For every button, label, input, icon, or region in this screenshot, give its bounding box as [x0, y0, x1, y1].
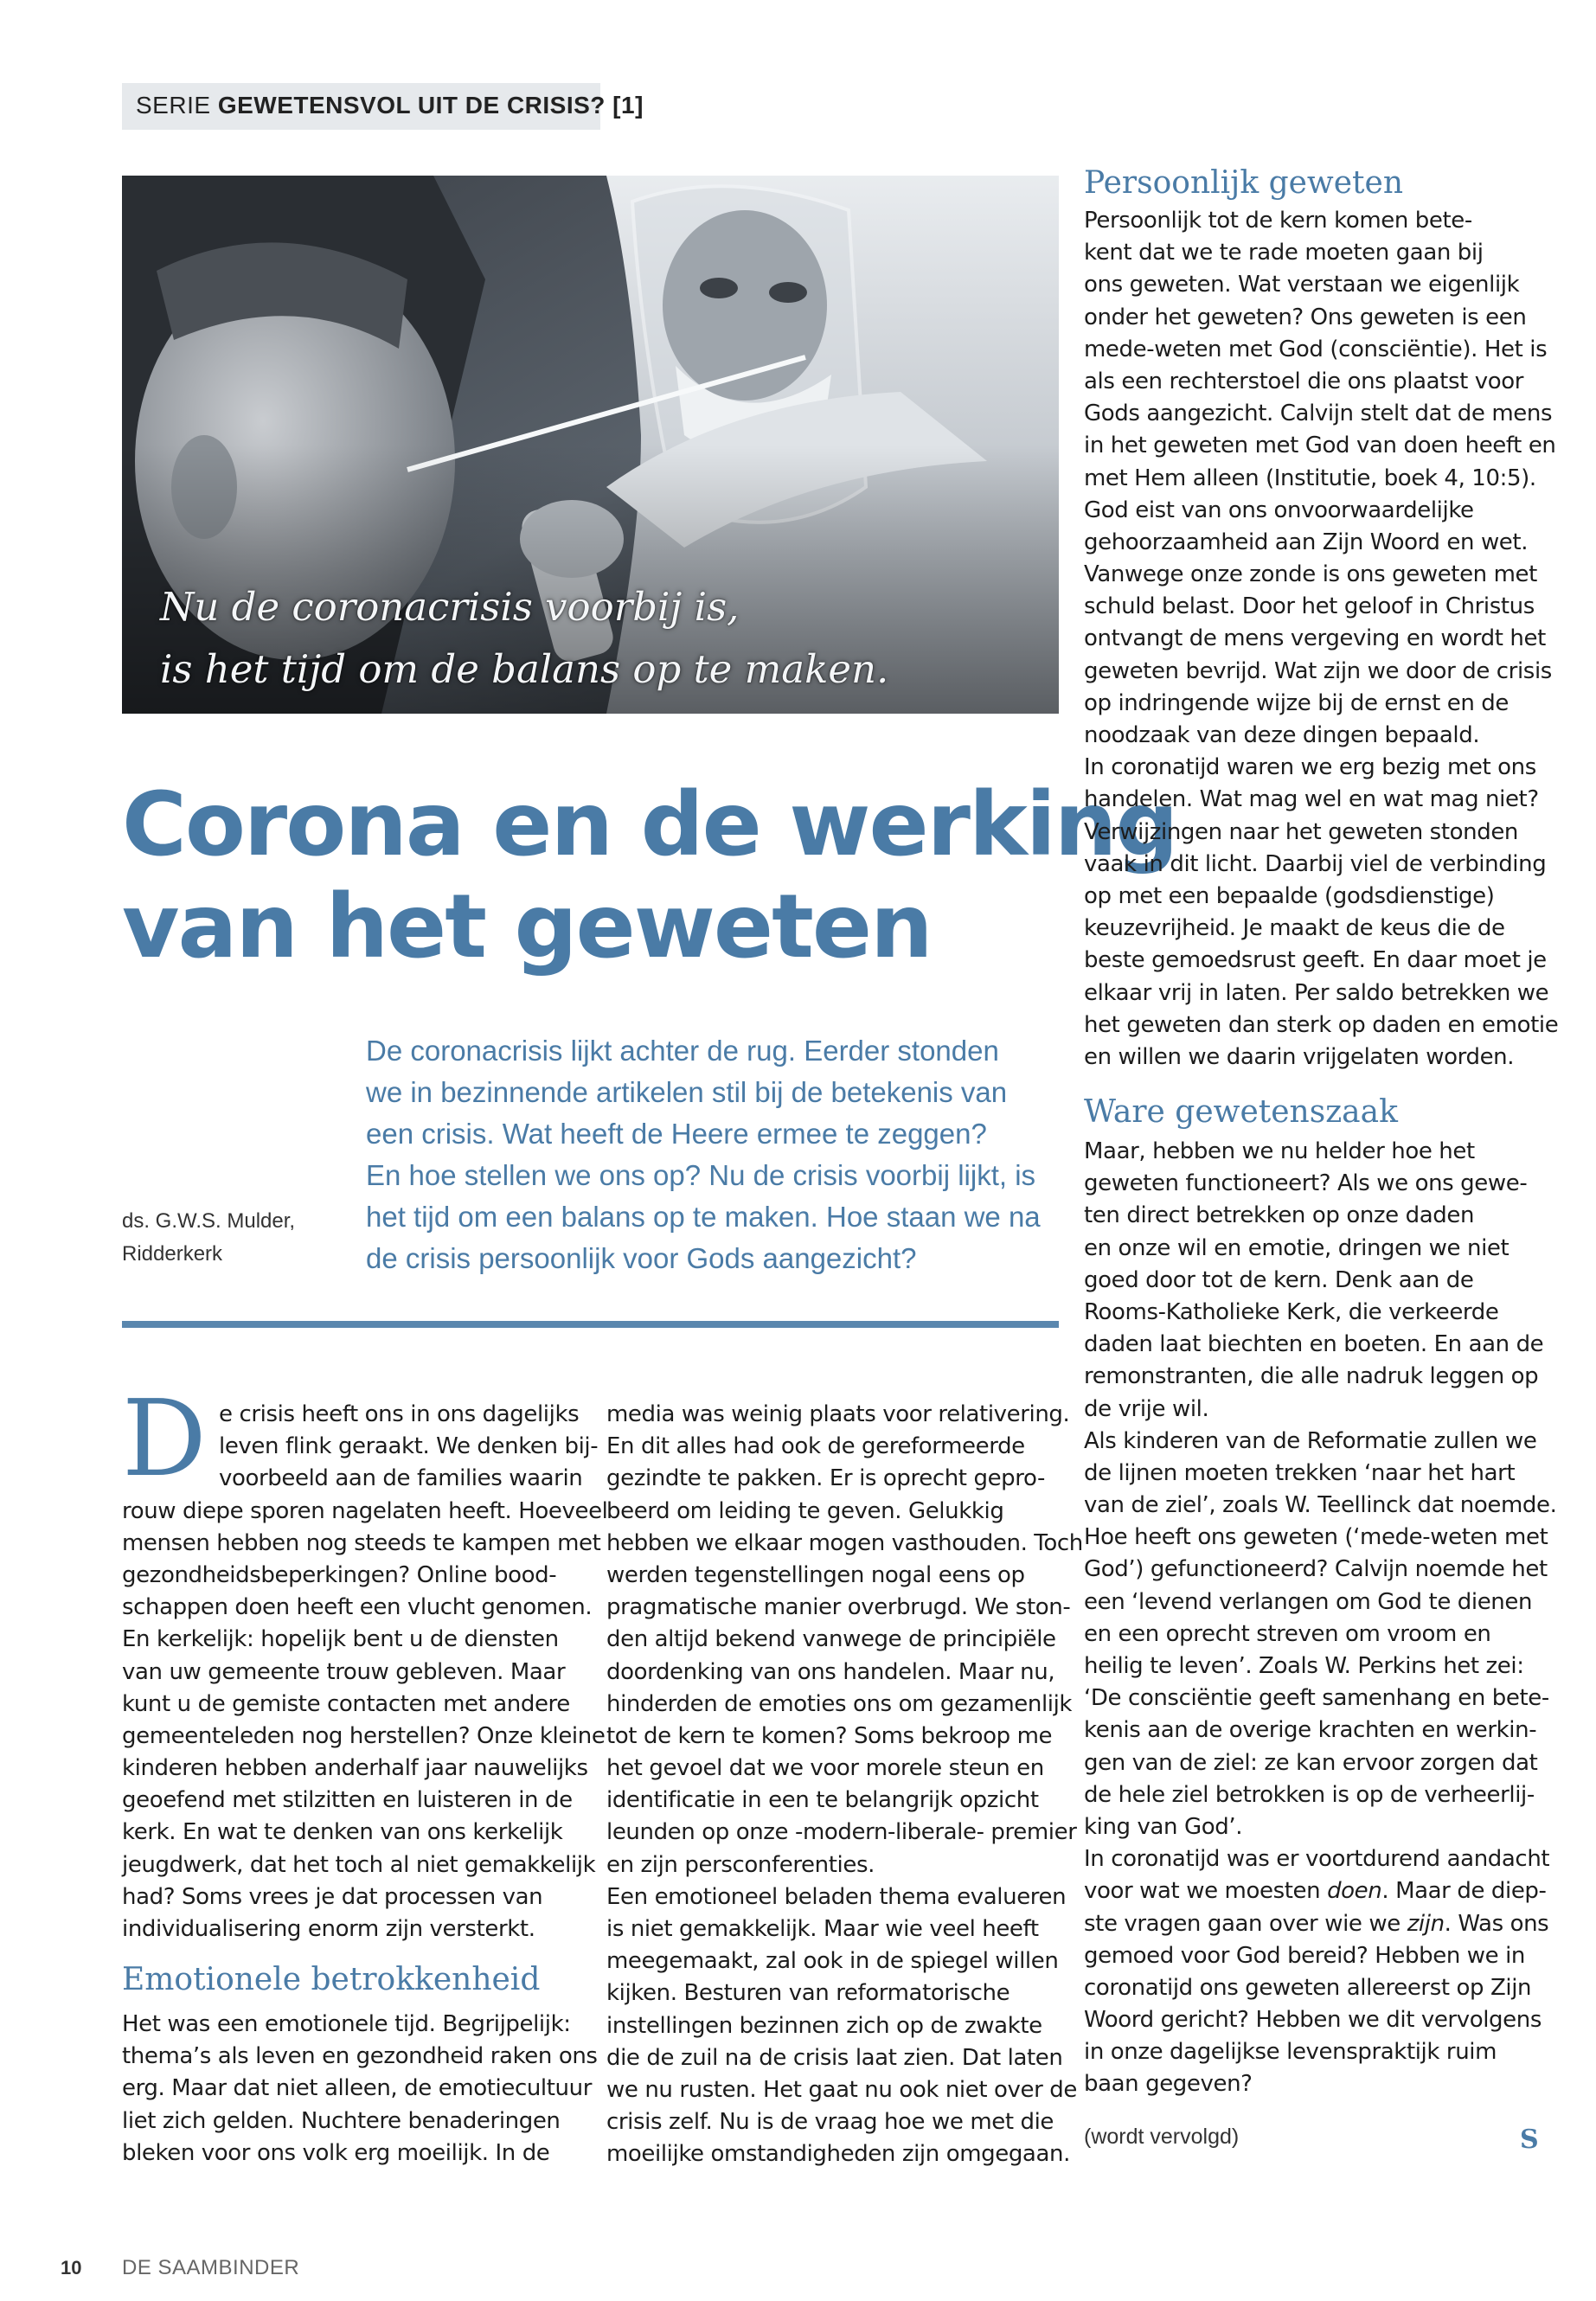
body-line: e crisis heeft ons in ons dagelijks: [219, 1401, 580, 1427]
body-line: gezondheidsbeperkingen? Online bood-: [122, 1561, 557, 1588]
body-line: Verwijzingen naar het geweten stonden: [1084, 818, 1518, 845]
body-line: tot de kern te komen? Soms bekroop me: [606, 1722, 1053, 1749]
body-line: Als kinderen van de Reformatie zullen we: [1084, 1427, 1537, 1454]
body-line: had? Soms vrees je dat processen van: [122, 1883, 543, 1910]
divider-rule: [122, 1321, 1059, 1328]
body-line: Persoonlijk tot de kern komen bete-: [1084, 208, 1472, 234]
body-line: kunt u de gemiste contacten met andere: [122, 1690, 570, 1717]
body-line: jeugdwerk, dat het toch al niet gemakkelijk: [122, 1851, 596, 1878]
body-line: keuzevrijheid. Je maakt de keus die de: [1084, 915, 1505, 942]
body-line: hebben we elkaar mogen vasthouden. Toch: [606, 1529, 1083, 1556]
body-line: In coronatijd waren we erg bezig met ons: [1084, 754, 1536, 781]
body-line: meegemaakt, zal ook in de spiegel willen: [606, 1948, 1059, 1975]
headline-line: van het geweten: [122, 875, 932, 978]
end-mark-icon: S: [1520, 2125, 1539, 2155]
caption-line: is het tijd om de balans op te maken.: [160, 646, 889, 692]
body-line: een ‘levend verlangen om God te dienen: [1084, 1588, 1533, 1615]
body-line: vaak in dit licht. Daarbij viel de verbinding: [1084, 850, 1547, 877]
body-line: handelen. Wat mag wel en wat mag niet?: [1084, 786, 1539, 813]
body-line: ste vragen gaan over wie we zijn. Was ons: [1084, 1910, 1549, 1937]
series-tag: [122, 83, 644, 130]
column-3-part-1: [1084, 205, 1568, 1074]
body-line: liet zich gelden. Nuchtere benaderingen: [122, 2107, 561, 2134]
column-2: [606, 1399, 1083, 2171]
body-line: mede-weten met God (consciëntie). Het is: [1084, 336, 1548, 362]
body-line: als een rechterstoel die ons plaatst voor: [1084, 368, 1524, 394]
article-lead: [366, 1030, 1067, 1279]
body-line: op indringende wijze bij de ernst en de: [1084, 689, 1509, 716]
body-line: de lijnen moeten trekken ‘naar het hart: [1084, 1459, 1516, 1486]
body-line: hinderden de emoties ons om gezamenlijk: [606, 1690, 1073, 1717]
body-line: in het geweten met God van doen heeft en: [1084, 433, 1556, 459]
body-line: met Hem alleen (Institutie, boek 4, 10:5).: [1084, 465, 1536, 491]
series-name: GEWETENSVOL UIT DE CRISIS? [1]: [217, 92, 644, 119]
body-line: ten direct betrekken op onze daden: [1084, 1202, 1475, 1229]
headline-line: Corona en de werking: [122, 773, 1177, 876]
body-line: En kerkelijk: hopelijk bent u de diensten: [122, 1626, 559, 1653]
body-line: voorbeeld aan de families waarin: [219, 1465, 583, 1492]
body-line: geweten functioneert? Als we ons gewe-: [1084, 1170, 1528, 1197]
body-line: Gods aangezicht. Calvijn stelt dat de mens: [1084, 401, 1553, 427]
body-line: individualisering enorm zijn versterkt.: [122, 1916, 535, 1942]
body-line: identificatie in een te belangrijk opzicht: [606, 1787, 1039, 1814]
body-line: erg. Maar dat niet alleen, de emotiecultuur: [122, 2075, 592, 2102]
body-line: God eist van ons onvoorwaardelijke: [1084, 497, 1474, 523]
caption-line: Nu de coronacrisis voorbij is,: [160, 584, 740, 630]
body-line: baan gegeven?: [1084, 2071, 1253, 2098]
lead-line: De coronacrisis lijkt achter de rug. Eerder stonden: [366, 1035, 999, 1067]
body-line: schappen doen heeft een vlucht genomen.: [122, 1594, 593, 1621]
body-line: Woord gericht? Hebben we dit vervolgens: [1084, 2007, 1542, 2034]
series-prefix: SERIE: [136, 92, 211, 119]
body-line: king van God’.: [1084, 1813, 1243, 1840]
body-line: van uw gemeente trouw gebleven. Maar: [122, 1658, 566, 1685]
body-line: kijken. Besturen van reformatorische: [606, 1980, 1010, 2007]
body-line: onder het geweten? Ons geweten is een: [1084, 304, 1527, 330]
photo-caption: [160, 576, 1025, 701]
body-line: het gevoel dat we voor morele steun en: [606, 1755, 1044, 1782]
subheading-emotionele-betrokkenheid: Emotionele betrokkenheid: [122, 1962, 541, 1997]
body-line: media was weinig plaats voor relativering.: [606, 1401, 1070, 1427]
body-line: daden laat biechten en boeten. En aan de: [1084, 1331, 1544, 1358]
drop-cap: D: [122, 1377, 207, 1500]
body-line: is niet gemakkelijk. Maar wie veel heeft: [606, 1916, 1039, 1942]
body-line: beerd om leiding te geven. Gelukkig: [606, 1497, 1004, 1524]
body-line: kenis aan de overige krachten en werkin-: [1084, 1717, 1537, 1744]
lead-line: we in bezinnende artikelen stil bij de betekenis van: [366, 1076, 1008, 1108]
body-line: kerk. En wat te denken van ons kerkelijk: [122, 1819, 563, 1846]
body-line: Vanwege onze zonde is ons geweten met: [1084, 561, 1537, 588]
author-name: ds. G.W.S. Mulder,: [122, 1209, 296, 1233]
body-line: goed door tot de kern. Denk aan de: [1084, 1266, 1474, 1293]
body-line: we nu rusten. Het gaat nu ook niet over de: [606, 2076, 1077, 2103]
body-line: elkaar vrij in laten. Per saldo betrekken we: [1084, 979, 1549, 1006]
body-line: rouw diepe sporen nagelaten heeft. Hoeveel: [122, 1497, 608, 1524]
body-line: schuld belast. Door het geloof in Christus: [1084, 593, 1535, 620]
body-line: bleken voor ons volk erg moeilijk. In de: [122, 2139, 550, 2166]
body-line: thema’s als leven en gezondheid raken ons: [122, 2043, 598, 2070]
body-line: en zijn persconferenties.: [606, 1851, 875, 1878]
body-line: geweten bevrijd. Wat zijn we door de crisis: [1084, 657, 1552, 684]
body-line: kinderen hebben anderhalf jaar nauwelijks: [122, 1755, 588, 1782]
body-line: geoefend met stilzitten en luisteren in de: [122, 1787, 573, 1814]
body-line: En dit alles had ook de gereformeerde: [606, 1433, 1025, 1460]
magazine-name: DE SAAMBINDER: [122, 2256, 300, 2279]
body-line: en willen we daarin vrijgelaten worden.: [1084, 1043, 1515, 1070]
body-line: en onze wil en emotie, dringen we niet: [1084, 1234, 1509, 1261]
body-line: heilig te leven’. Zoals W. Perkins het zei:: [1084, 1653, 1524, 1679]
body-line: ontvangt de mens vergeving en wordt het: [1084, 625, 1546, 652]
lead-line: En hoe stellen we ons op? Nu de crisis voorbij lijkt, is: [366, 1159, 1036, 1191]
subheading-persoonlijk-geweten: Persoonlijk geweten: [1084, 165, 1403, 201]
body-line: In coronatijd was er voortdurend aandacht: [1084, 1846, 1550, 1873]
body-line: gen van de ziel: ze kan ervoor zorgen dat: [1084, 1749, 1538, 1776]
body-line: die de zuil na de crisis laat zien. Dat laten: [606, 2044, 1063, 2071]
body-line: en een oprecht streven om vroom en: [1084, 1620, 1491, 1647]
body-line: Maar, hebben we nu helder hoe het: [1084, 1138, 1475, 1164]
column-1-continued: [122, 2009, 598, 2170]
body-line: van de ziel’, zoals W. Teellinck dat noemde.: [1084, 1492, 1557, 1519]
body-line: werden tegenstellingen nogal eens op: [606, 1561, 1025, 1588]
body-line: Een emotioneel beladen thema evalueren: [606, 1883, 1067, 1910]
body-line: Het was een emotionele tijd. Begrijpelijk:: [122, 2011, 571, 2037]
body-line: mensen hebben nog steeds te kampen met: [122, 1529, 601, 1556]
body-line: gehoorzaamheid aan Zijn Woord en wet.: [1084, 529, 1529, 555]
author-byline: [122, 1205, 347, 1271]
article-headline: [122, 773, 1177, 978]
continued-note: (wordt vervolgd): [1084, 2125, 1240, 2149]
body-line: noodzaak van deze dingen bepaald.: [1084, 722, 1480, 748]
body-line: de hele ziel betrokken is op de verheerlij-: [1084, 1781, 1535, 1808]
author-place: Ridderkerk: [122, 1242, 223, 1266]
body-line: gezindte te pakken. Er is oprecht gepro-: [606, 1465, 1045, 1492]
lead-line: de crisis persoonlijk voor Gods aangezicht?: [366, 1242, 917, 1274]
column-3-part-2: [1084, 1136, 1568, 2101]
body-line: ‘De consciëntie geeft samenhang en bete-: [1084, 1685, 1549, 1712]
body-line: op met een bepaalde (godsdienstige): [1084, 882, 1495, 909]
column-1: [122, 1399, 608, 1945]
body-line: pragmatische manier overbrugd. We ston-: [606, 1594, 1071, 1621]
body-line: gemoed voor God bereid? Hebben we in: [1084, 1942, 1526, 1969]
body-line: in onze dagelijkse levenspraktijk ruim: [1084, 2039, 1497, 2066]
body-line: gemeenteleden nog herstellen? Onze kleine: [122, 1722, 606, 1749]
body-line: den altijd bekend vanwege de principiële: [606, 1626, 1056, 1653]
body-line: coronatijd ons geweten allereerst op Zijn: [1084, 1974, 1532, 2001]
body-line: beste gemoedsrust geeft. En daar moet je: [1084, 947, 1547, 974]
page-number: 10: [61, 2257, 82, 2279]
subheading-ware-gewetenszaak: Ware gewetenszaak: [1084, 1094, 1398, 1130]
body-line: God’) gefunctioneerd? Calvijn noemde het: [1084, 1556, 1548, 1583]
body-line: leven flink geraakt. We denken bij-: [219, 1433, 599, 1460]
body-line: ons geweten. Wat verstaan we eigenlijk: [1084, 272, 1520, 298]
body-line: voor wat we moesten doen. Maar de diep-: [1084, 1878, 1547, 1905]
lead-line: een crisis. Wat heeft de Heere ermee te zeggen?: [366, 1118, 987, 1150]
body-line: crisis zelf. Nu is de vraag hoe we met die: [606, 2109, 1054, 2136]
body-line: kent dat we te rade moeten gaan bij: [1084, 240, 1484, 266]
lead-line: het tijd om een balans op te maken. Hoe staan we na: [366, 1201, 1041, 1233]
body-line: moeilijke omstandigheden zijn omgegaan.: [606, 2141, 1070, 2168]
body-line: remonstranten, die alle nadruk leggen op: [1084, 1363, 1539, 1390]
body-line: het geweten dan sterk op daden en emotie: [1084, 1011, 1559, 1038]
body-line: leunden op onze -modern-liberale- premier: [606, 1819, 1077, 1846]
body-line: Rooms-Katholieke Kerk, die verkeerde: [1084, 1298, 1499, 1325]
body-line: instellingen bezinnen zich op de zwakte: [606, 2012, 1042, 2039]
body-line: de vrije wil.: [1084, 1395, 1209, 1422]
body-line: Hoe heeft ons geweten (‘mede-weten met: [1084, 1524, 1548, 1551]
body-line: doordenking van ons handelen. Maar nu,: [606, 1658, 1055, 1685]
